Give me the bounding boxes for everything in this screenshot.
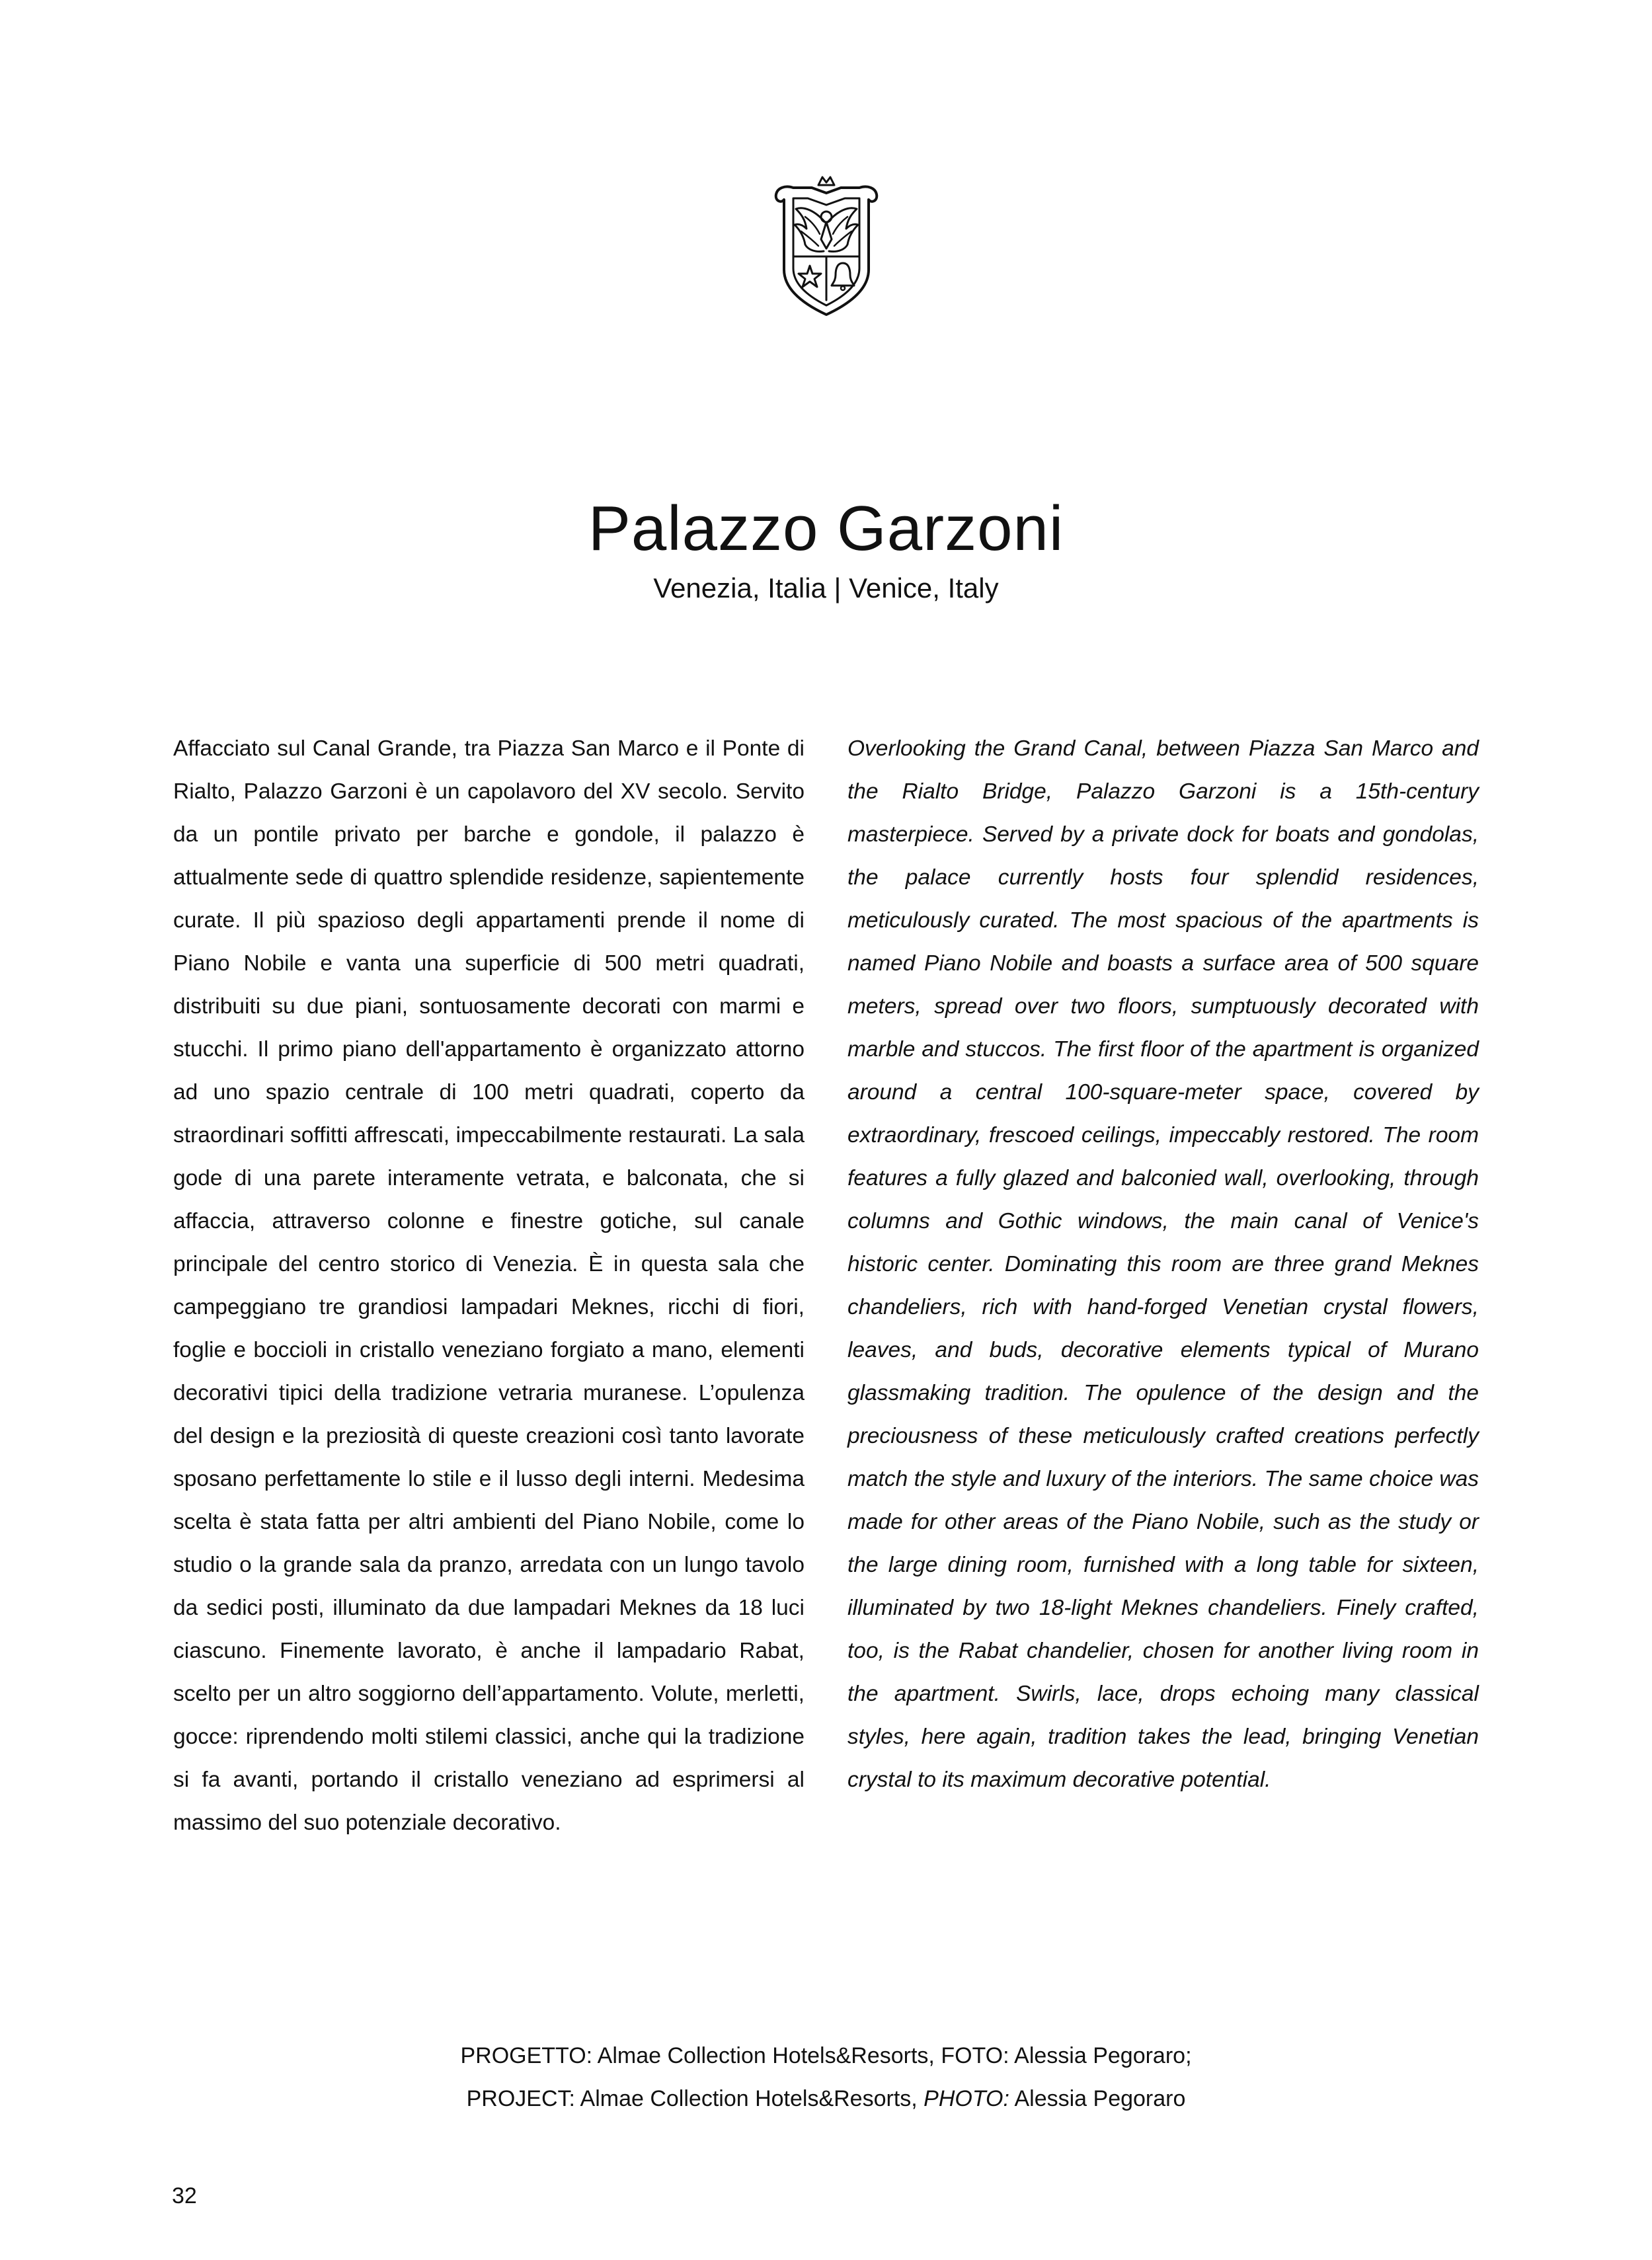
english-text-column: Overlooking the Grand Canal, between Piazza San Marco and the Rialto Bridge, Palazzo Garzoni is a 15th-century masterpiece. Served by a private dock for boats and gondolas, the palace currently hosts four splendid residences, meticulously curated. The most spacious of the apartments is named Piano Nobile and boasts a surface area of 500 square meters, spread over two floors, sumptuously decorated with marble and stuccos. The first floor of the apartment is organized around a central 100-square-meter space, covered by extraordinary, frescoed ceilings, impeccably restored. The room features a fully glazed and balconied wall, overlooking, through columns and Gothic windows, the main canal of Venice's historic center. Dominating this room are three grand Meknes chandeliers, rich with hand-forged Venetian crystal flowers, leaves, and buds, decorative elements typical of Murano glassmaking tradition. The opulence of the design and the preciousness of these meticulously crafted creations perfectly match the style and luxury of the interiors. The same choice was made for other areas of the Piano Nobile, such as the study or the large dining room, furnished with a long table for sixteen, illuminated by two 18-light Meknes chandeliers. Finely crafted, too, is the Rabat chandelier, chosen for another living room in the apartment. Swirls, lace, drops echoing many classical styles, here again, tradition takes the lead, bringing Venetian crystal to its maximum decorative potential. <box>847 736 1479 1792</box>
credits-photo-label: PHOTO: <box>924 2086 1009 2111</box>
credits-line-italian: PROGETTO: Almae Collection Hotels&Resorts, FOTO: Alessia Pegoraro; <box>460 2043 1192 2068</box>
page-subtitle: Venezia, Italia | Venice, Italy <box>653 572 999 604</box>
credits-line-english <box>0 2078 1652 2121</box>
italian-text-column: Affacciato sul Canal Grande, tra Piazza San Marco e il Ponte di Rialto, Palazzo Garzoni è un capolavoro del XV secolo. Servito da un pontile privato per barche e gondole, il palazzo è attualmente sede di quattro splendide residenze, sapientemente curate. Il più spazioso degli appartamenti prende il nome di Piano Nobile e vanta una superficie di 500 metri quadrati, distribuiti su due piani, sontuosamente decorati con marmi e stucchi. Il primo piano dell'appartamento è organizzato attorno ad uno spazio centrale di 100 metri quadrati, coperto da straordinari soffitti affrescati, impeccabilmente restaurati. La sala gode di una parete interamente vetrata, e balconata, che si affaccia, attraverso colonne e finestre gotiche, sul canale principale del centro storico di Venezia. È in questa sala che campeggiano tre grandiosi lampadari Meknes, ricchi di fiori, foglie e boccioli in cristallo veneziano forgiato a mano, elementi decorativi tipici della tradizione vetraria muranese. L’opulenza del design e la preziosità di queste creazioni così tanto lavorate sposano perfettamente lo stile e il lusso degli interni. Medesima scelta è stata fatta per altri ambienti del Piano Nobile, come lo studio o la grande sala da pranzo, arredata con un lungo tavolo da sedici posti, illuminato da due lampadari Meknes da 18 luci ciascuno. Finemente lavorato, è anche il lampadario Rabat, scelto per un altro soggiorno dell’appartamento. Volute, merletti, gocce: riprendendo molti stilemi classici, anche qui la tradizione si fa avanti, portando il cristallo veneziano ad esprimersi al massimo del suo potenziale decorativo. <box>173 736 805 1835</box>
crest-icon <box>767 171 886 317</box>
page-number: 32 <box>172 2183 197 2208</box>
page-title: Palazzo Garzoni <box>588 493 1064 564</box>
credits <box>0 2035 1652 2121</box>
credits-photographer: Alessia Pegoraro <box>1009 2086 1186 2111</box>
credits-project: PROJECT: Almae Collection Hotels&Resorts, <box>466 2086 924 2111</box>
